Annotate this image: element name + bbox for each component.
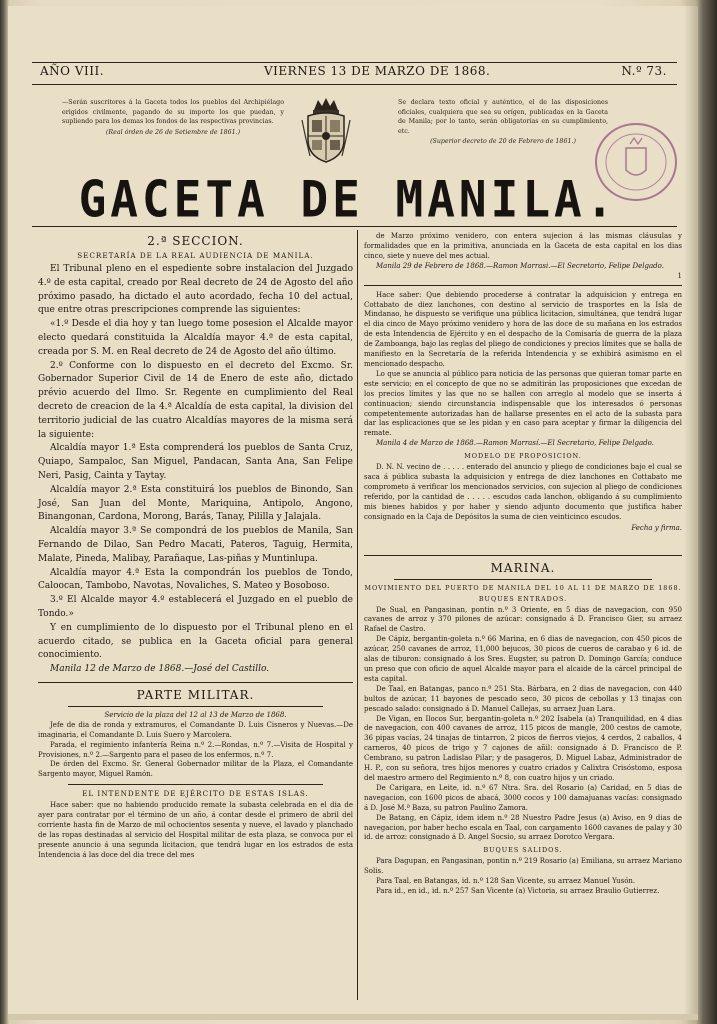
departed-ship-2: Para Taal, en Batangas, id. n.º 128 San Vicente, su arraez Manuel Yusón. (376, 877, 636, 886)
lanchones-notice-2: Lo que se anuncia al público para noticia de las personas que quieran tomar parte en este servicio; en el concepto de que no se admitirán las proposiciones que excedan de los precios límites y las que no se hallen con arreglo al modelo que se inserta á continuacion; siendo circunstancia indispensable que los interesados ó personas competentemente autorizadas han de hallarse presentes en el acto de la subasta para dar las esplicaciones que se les pidan y en caso para aceptar y firmar la diligencia del remate. (364, 369, 682, 438)
right-column (364, 232, 682, 897)
intendente-text: Hace saber: que no habiendo producido remate la subasta celebrada en el dia de ayer para contratar por el término de un año, á contar desde el primero de abril del corriente hasta fin de Marzo de mil ochocientos sesenta y nueve, el lavado y planchado de las ropas destinadas al servicio del Hospital militar de esta plaza, se convoca por el presente anuncio á una segunda licitacion, que tendrá lugar en los estrados de esta Intendencia á las doce del dia trece del mes (38, 801, 353, 859)
masthead-rule (32, 226, 677, 227)
masthead-title: GACETA DE MANILA. (78, 169, 618, 229)
page-edge-shadow (684, 6, 698, 1020)
column-divider (357, 230, 358, 1000)
year-label: AÑO VIII. (40, 64, 105, 78)
subasta-sign: Manila 29 de Febrero de 1868.—Ramon Marrasi.—El Secretario, Felipe Delgado. (376, 261, 664, 270)
header-bottom-rule (32, 84, 677, 85)
subscription-notice-source: (Real órden de 26 de Setiembre de 1861.) (105, 128, 241, 136)
section2-sign-off: Manila 12 de Marzo de 1868.—José del Castillo. (50, 664, 270, 675)
marina-heading: MARINA. (490, 560, 556, 575)
entered-ship-5: De Carigara, en Leite, id. n.º 67 Ntra. Sra. del Rosario (a) Caridad, en 5 dias de navegacion, con 1600 picos de abacá, 3000 cocos y 100 damajuanas vacías: consignado á D. José M.ª Baza, su patron Paulino Zamora. (364, 783, 682, 812)
article-2: 2.º Conforme con lo dispuesto en el decreto del Excmo. Sr. Gobernador Superior Civil de 14 de Enero de este año, dictado prévio acuerdo del Ilmo. Sr. Regente en cumplimiento del Real decreto de creacion de la 4.ª Alcaldía de esta capital, la division del territorio judicial de las cuatro Alcaldías mayores de la misma será la siguiente: (38, 360, 353, 440)
military-line-2: Parada, el regimiento infantería Reina n.º 2.—Rondas, n.º 7.—Visita de Hospital y Provisiones, n.º 2.—Sargento para el paseo de los enfermos, n.º 7. (38, 740, 353, 759)
movement-heading: MOVIMIENTO DEL PUERTO DE MANILA DEL 10 AL 11 DE MARZO DE 1868. (364, 583, 682, 592)
subscription-notice (62, 98, 284, 137)
subasta-continuation: de Marzo próximo venidero, con entera sujecion á las mismas cláusulas y formalidades que en la primitiva, anunciada en la Gaceta de esta capital en los dias cinco, siete y nueve del mes actual. (364, 232, 682, 260)
issue-header (32, 60, 677, 84)
entered-ship-2: De Cápiz, bergantin-goleta n.º 66 Marina, en 6 dias de navegacion, con 450 picos de azúcar, 250 cavanes de arroz, 11,000 bejucos, 30 picos de cueros de carabao y 6 id. de alas de tiburon: consignado á los Sres. Eugster, su patron D. Domingo García; conduce un preso que con oficio de aquel Alcalde mayor para el alcaide de la cárcel principal de esta capital. (364, 635, 682, 683)
alcaldia-2: Alcaldía mayor 2.ª Esta constituirá los pueblos de Binondo, San José, San Juan del Monte, Mariquina, Antipolo, Angono, Binangonan, Cardona, Morong, Barás, Tanay, Pililla y Jalajala. (38, 484, 353, 523)
departed-heading: BUQUES SALIDOS. (483, 846, 563, 855)
insertion-mark: 1 (677, 271, 682, 280)
departed-ship-3: Para id., en id., id. n.º 257 San Vicente (a) Victoria, su arraez Braulio Gutierrez. (376, 887, 660, 896)
page-foot (8, 1014, 698, 1020)
newspaper-page (8, 6, 698, 1020)
official-text-notice-text: Se declara texto oficial y auténtico, el de las disposiciones oficiales, cualquiera que sea su orígen, publicadas en la Gaceta de Manila; por lo tanto, serán obligatorias en su cumplimiento, etc. (398, 99, 608, 135)
entered-heading: BUQUES ENTRADOS. (478, 594, 568, 603)
model-heading: MODELO DE PROPOSICION. (464, 452, 582, 461)
intendente-heading: EL INTENDENTE DE EJÉRCITO DE ESTAS ISLAS. (82, 789, 309, 799)
service-caption: Servicio de la plaza del 12 al 13 de Marzo de 1868. (104, 710, 287, 719)
audiencia-subheading: SECRETARÍA DE LA REAL AUDIENCIA DE MANILA. (77, 251, 314, 260)
date-and-signature: Fecha y firma. (631, 523, 682, 532)
entered-ship-4: De Vigan, en Ilocos Sur, bergantin-goleta n.º 202 Isabela (a) Tranquilidad, en 4 dias de navegacion, con 400 cavanes de arroz, 115 picos de mangle, 200 cestos de camote, 36 pipas vacías, 24 tinajas de tintarron, 2 picos de fierros viejos, 4 cerdos, 2 caballos, 4 carneros, 40 picos de trigo y 7 cajones de añil: consignado á D. Francisco de P. Cembrano, su patron Ladislao Pilar; y de pasageros, D. Miguel Labaz, Administrador de H. P., con su señora, tres hijos menores y cuatro criados y Calixtra Crisóstomo, esposa del maestro armero del Regimiento n.º 8, con cuatro hijos y un criado. (364, 714, 682, 782)
section-2-heading: 2.ª SECCION. (147, 234, 244, 248)
subscription-notice-text: —Serán suscritores á la Gaceta todos los pueblos del Archipiélago erigidos civilmente, pagando de su importe los que puedan, y supliendo para los demas los fondos de las respectivas provincias. (62, 99, 284, 126)
issue-date: VIERNES 13 DE MARZO DE 1868. (264, 64, 491, 78)
royal-crest-icon (300, 96, 352, 166)
issue-number: N.º 73. (621, 64, 667, 78)
article-1: «1.º Desde el dia hoy y tan luego tome posesion el Alcalde mayor electo quedará constituida la Alcaldía mayor 4.ª de esta capital, creada por S. M. en Real decreto de 24 de Agosto del año último. (38, 319, 353, 357)
marina-heading-rule (394, 579, 652, 580)
intendente-rule (68, 784, 323, 785)
entered-ship-1: De Sual, en Pangasinan, pontin n.º 3 Oriente, en 5 dias de navegacion, con 950 cavanes de arroz y 370 pilones de azúcar: consignado á D. Francisco Gier, su arraez Rafael de Castro. (364, 605, 682, 634)
military-heading: PARTE MILITAR. (136, 687, 255, 702)
tribunal-paragraph: El Tribunal pleno en el espediente sobre instalacion del Juzgado 4.º de esta capital, creado por Real decreto de 24 de Agosto del año próximo pasado, ha dictado el auto acordado, fecha 10 del actual, que entre otras prescripciones comprende las siguientes: (38, 264, 353, 316)
lanchones-top-rule (364, 285, 682, 286)
military-heading-rule (68, 706, 323, 707)
official-text-notice-source: (Superior decreto de 20 de Febrero de 1861.) (430, 138, 576, 146)
official-text-notice (398, 98, 608, 147)
alcaldia-3: Alcaldía mayor 3.ª Se compondrá de los pueblos de Manila, San Fernando de Dilao, San Pedro Macati, Pateros, Taguig, Hermita, Malate, Pineda, Malibay, Parañaque, Las-piñas y Muntinlupa. (38, 526, 353, 564)
left-column (38, 232, 353, 861)
publication-paragraph: Y en cumplimiento de lo dispuesto por el Tribunal pleno en el acuerdo citado, se publica en la Gaceta oficial para general conocimiento. (38, 622, 353, 661)
alcaldia-1: Alcaldía mayor 1.ª Esta comprenderá los pueblos de Santa Cruz, Quiapo, Sampaloc, San Miguel, Pandacan, Santa Ana, San Felipe Neri, Pasig, Cainta y Taytay. (38, 443, 353, 481)
marina-top-rule (364, 555, 682, 556)
military-line-1: Jefe de dia de ronda y extramuros, el Comandante D. Luis Cisneros y Nuevas.—De imaginaria, el Comandante D. Luis Suero y Marcolera. (38, 720, 353, 739)
departed-ship-1: Para Dagupan, en Pangasinan, pontin n.º 219 Rosario (a) Emiliana, su arraez Mariano Solis. (364, 857, 682, 876)
article-3: 3.º El Alcalde mayor 4.º establecerá el Juzgado en el pueblo de Tondo.» (38, 595, 353, 619)
lanchones-notice: Hace saber: Que debiendo procederse á contratar la adquisicion y entrega en Cottabato de diez lanchones, con destino al servicio de trasportes en la Isla de Mindanao, he dispuesto se verifique una pública licitacion, simultánea, que tendrá lugar el dia cinco de Mayo próximo venidero y hora de las doce de su mañana en los estrados de esta Intendencia de Ejército y en el despacho de la Comisaría de guerra de la plaza de Zamboanga, bajo las reglas del pliego de condiciones y precios límites que se halla de manifiesto en la Secretaría de la referida Intendencia y se exhibirá asimismo en el mencionado despacho. (364, 290, 682, 368)
lanchones-sign: Manila 4 de Marzo de 1868.—Ramon Marrasí.—El Secretario, Felipe Delgado. (376, 439, 654, 448)
library-stamp-icon (592, 118, 680, 206)
entered-ship-3: De Taal, en Batangas, panco n.º 251 Sta. Bárbara, en 2 dias de navegacion, con 440 bultos de azúcar, 11 bayones de pescado seco, 30 picos de cebollas y 13 tinajas con pescado salado: consignado á D. Manuel Callejas, su arraez Juan Lara. (364, 684, 682, 713)
military-line-3: De órden del Excmo. Sr. General Gobernador militar de la Plaza, el Comandante Sargento mayor, Miguel Ramón. (38, 760, 353, 779)
alcaldia-4: Alcaldía mayor 4.ª Esta la compondrán los pueblos de Tondo, Caloocan, Tambobo, Navotas, Novaliches, S. Mateo y Bosoboso. (38, 567, 353, 592)
model-text: D. N. N. vecino de . . . . . enterado del anuncio y pliego de condiciones bajo el cual se saca á pública subasta la adquisicion y entrega de diez lanchones en Cottabato me comprometo á verificar los mencionados servicios, con sujecion al pliego de condiciones referido, por la cantidad de . . . . . escudos cada lanchon, obligando á su cumplimiento mis bienes habidos y por haber y siendo adjunto documento que justifica haber consignado en la Caja de Depósitos la suma de cien veinticinco escudos. (364, 463, 682, 521)
military-top-rule (38, 682, 353, 683)
entered-ship-6: De Batang, en Cápiz, idem idem n.º 28 Nuestro Padre Jesus (a) Aviso, en 9 dias de navegacion, por haber hecho escala en Taal, con cargamento 1600 cavanes de palay y 30 id. de arroz: consignado á D. Angel Socsio, su arraez Dorotco Vergara. (364, 813, 682, 842)
